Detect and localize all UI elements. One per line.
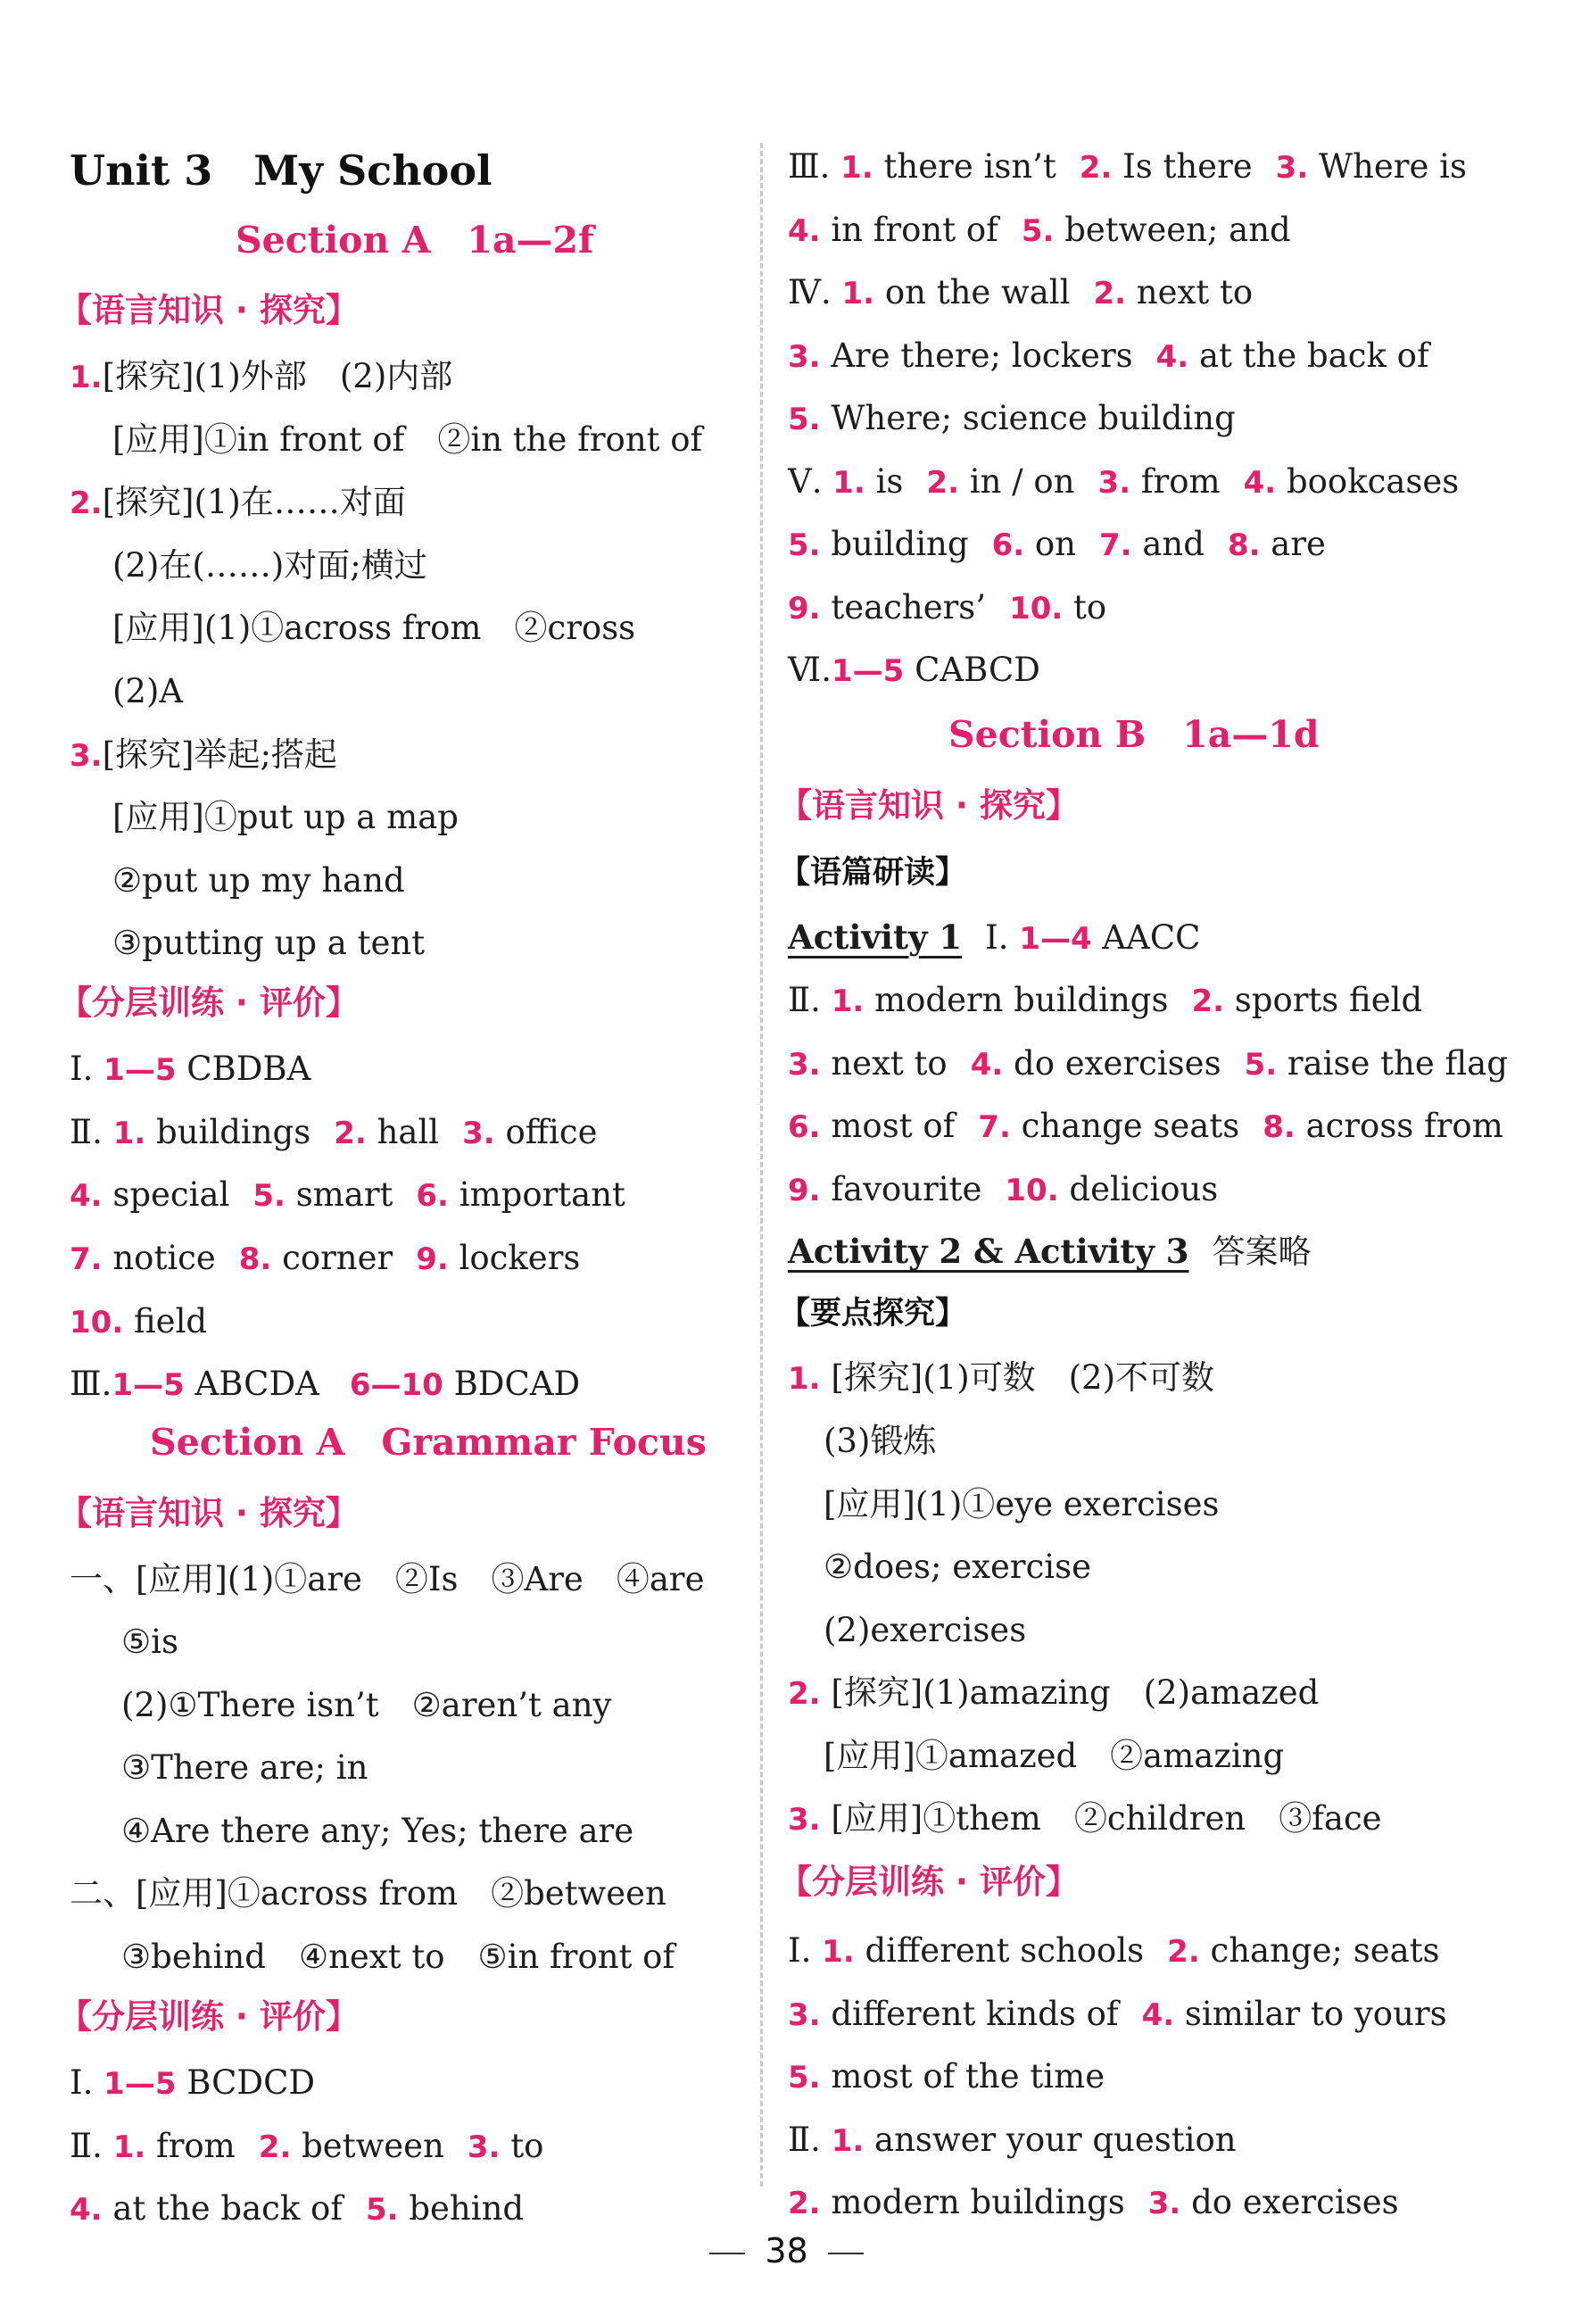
answer-line: 3. [应用]①them ②children ③face [788,1799,1382,1838]
heading-layered-training: 【分层训练 · 评价】 [59,1997,359,2037]
heading-language-knowledge: 【语言知识 · 探究】 [59,1493,359,1532]
answer-line: Ⅱ. 1. modern buildings 2. sports field [788,981,1423,1020]
answer-line: 4. at the back of 5. behind [70,2189,525,2229]
answer-line: Ⅰ. 1—5 BCDCD [70,2063,316,2103]
answer-line: 6. most of 7. change seats 8. across from [788,1107,1503,1146]
answer-line: 4. in front of 5. between; and [788,210,1291,249]
answer-line: Ⅰ. 1. different schools 2. change; seats [788,1931,1440,1971]
answer-line: 9. teachers’ 10. to [788,587,1107,627]
answer-line: Ⅵ.1—5 CABCD [788,651,1040,690]
answer-line: Ⅱ. 1. answer your question [788,2120,1237,2159]
answer-line: Ⅲ.1—5 ABCDA 6—10 BDCAD [70,1365,581,1404]
heading-text-reading: 【语篇研读】 [779,854,967,891]
answer-line: 5. building 6. on 7. and 8. are [788,525,1326,564]
answer-line: 3. different kinds of 4. similar to yours [788,1994,1447,2033]
answer-line: Ⅴ. 1. is 2. in / on 3. from 4. bookcases [788,461,1460,501]
answer-line: Ⅳ. 1. on the wall 2. next to [788,273,1254,312]
answer-line: (2)exercises [824,1610,1027,1649]
answer-line: ②does; exercise [824,1548,1092,1587]
unit-title: Unit 3 My School [70,146,493,195]
activity-2-3-label: Activity 2 & Activity 3 [788,1232,1189,1272]
answer-line: [应用]①in front of ②in the front of [112,419,703,459]
answer-line: 9. favourite 10. delicious [788,1169,1219,1208]
answer-line: 3. next to 4. do exercises 5. raise the flag [788,1043,1508,1083]
activity-1-label: Activity 1 [788,917,963,957]
answer-line: 3. Are there; lockers 4. at the back of [788,336,1429,375]
answer-line: (2)①There isn’t ②aren’t any [121,1685,612,1724]
heading-language-knowledge: 【语言知识 · 探究】 [59,291,359,330]
answer-line: [应用](1)①eye exercises [824,1484,1220,1523]
column-divider [760,143,763,2187]
answer-line: (2)在(……)对面;横过 [112,545,427,585]
answer-line: [应用]①amazed ②amazing [824,1736,1285,1775]
answer-line: 10. field [70,1301,208,1340]
heading-language-knowledge: 【语言知识 · 探究】 [779,785,1079,825]
answer-line: 1. [探究](1)可数 (2)不可数 [788,1358,1215,1398]
section-title-a-grammar-focus: Section A Grammar Focus [150,1421,707,1464]
answer-line: 二、[应用]①across from ②between [70,1874,666,1913]
answer-line: 7. notice 8. corner 9. lockers [70,1239,581,1278]
answer-line: 2. [探究](1)amazing (2)amazed [788,1673,1320,1713]
answer-line: Ⅱ. 1. buildings 2. hall 3. office [70,1112,598,1151]
answer-line: (2)A [112,672,184,710]
answer-line: 一、[应用](1)①are ②Is ③Are ④are [70,1559,705,1598]
answer-line: 3.[探究]举起;搭起 [70,735,337,774]
answer-line: 5. most of the time [788,2057,1105,2096]
answer-line: 4. special 5. smart 6. important [70,1175,625,1215]
answer-line: Ⅱ. 1. from 2. between 3. to [70,2126,544,2165]
answer-line: (3)锻炼 [824,1422,937,1460]
section-title-a-1a-2f: Section A 1a—2f [236,218,594,261]
answer-line: [应用](1)①across from ②cross [112,609,636,648]
answer-line: Ⅲ. 1. there isn’t 2. Is there 3. Where is [788,147,1467,186]
answer-line: ④Are there any; Yes; there are [121,1811,634,1850]
heading-layered-training: 【分层训练 · 评价】 [779,1862,1079,1901]
section-title-b-1a-1d: Section B 1a—1d [948,713,1320,757]
answer-line: Activity 2 & Activity 3 答案略 [788,1232,1312,1272]
answer-line: Activity 1 Ⅰ. 1—4 AACC [788,917,1201,957]
answer-line: ③putting up a tent [112,924,426,963]
heading-layered-training: 【分层训练 · 评价】 [59,984,359,1023]
answer-line: 2.[探究](1)在……对面 [70,483,406,522]
answer-line: ③There are; in [121,1748,368,1788]
answer-line: ⑤is [121,1623,178,1662]
answer-line: 5. Where; science building [788,399,1236,438]
answer-line: Ⅰ. 1—5 CBDBA [70,1050,311,1089]
heading-key-points: 【要点探究】 [779,1295,967,1332]
page-number: 38 [678,2231,895,2270]
answer-line: 2. modern buildings 3. do exercises [788,2183,1399,2222]
answer-line: ③behind ④next to ⑤in front of [121,1937,675,1976]
answer-line: ②put up my hand [112,860,405,900]
answer-line: 1.[探究](1)外部 (2)内部 [70,357,453,396]
answer-line: [应用]①put up a map [112,798,459,837]
